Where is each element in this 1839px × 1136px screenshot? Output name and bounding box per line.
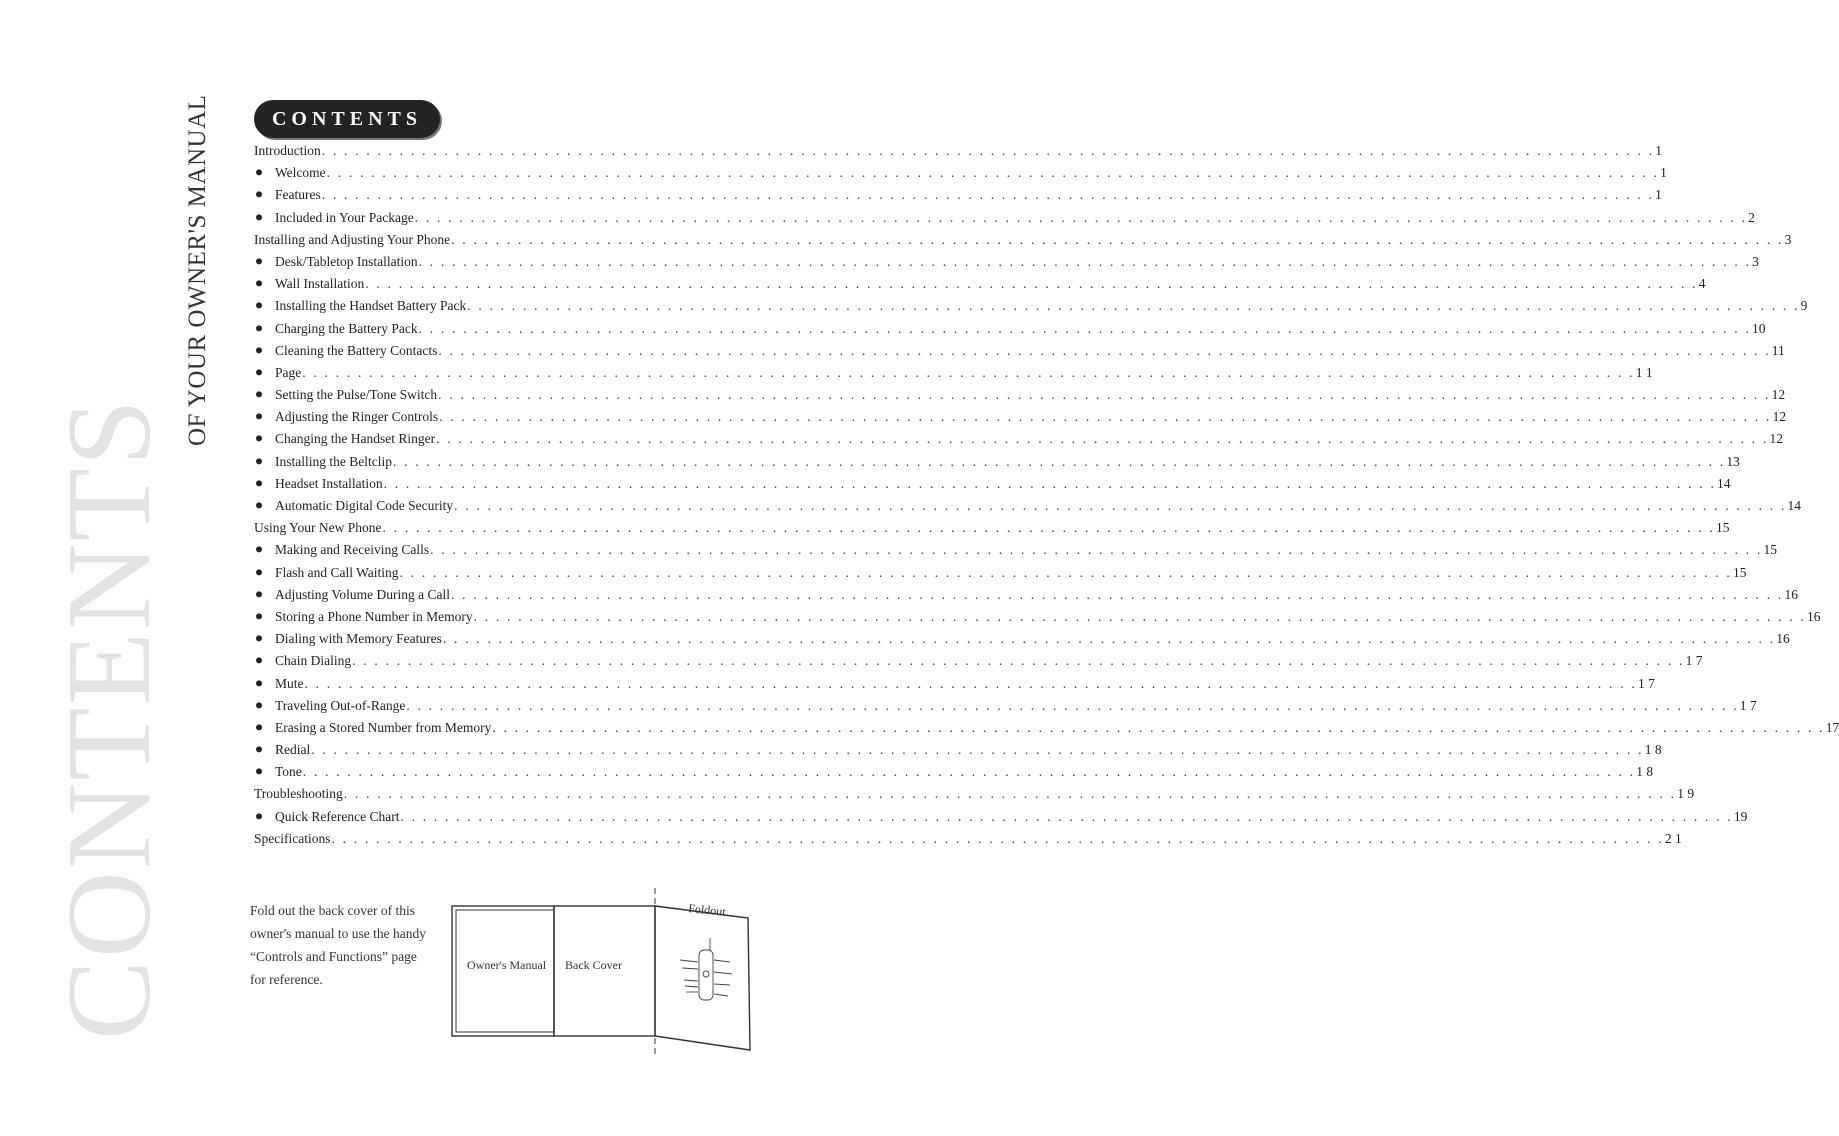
toc-entry-text: Welcome: [275, 165, 326, 181]
toc-entry-page: 12: [1772, 409, 1787, 425]
toc-entry: [254, 742, 1662, 764]
toc-entry-page: 16: [1784, 586, 1798, 602]
bullet-icon: [256, 613, 262, 619]
toc-entry-text: Storing a Phone Number in Memory: [275, 608, 473, 624]
foldout-diagram: [448, 888, 758, 1058]
phone-sketch-icon: [680, 938, 732, 1000]
toc-entry-page: 12: [1769, 431, 1784, 447]
toc-entry-text: Installing the Beltclip: [275, 453, 392, 469]
toc-entry-page: 1 8: [1636, 764, 1654, 780]
toc-entry-text: Quick Reference Chart: [275, 808, 400, 824]
toc-entry: [254, 387, 1786, 409]
toc-entry-text: Changing the Handset Ringer: [275, 431, 436, 447]
toc-entry-page: 19: [1733, 808, 1748, 824]
bullet-icon: [256, 414, 262, 420]
dot-leader: . . . . . . . . . . . . . . . . . . . . . . . . . . . . . . . . . . . . . . . . . . . . . . . . . . . . . . . . . . . . . . . . . . . . . . . . . . . . . . . . . . . . . . . . . . . . . . . . . . . . . . . . . . . . . . . . . . . . . . . .: [467, 298, 1800, 314]
toc-entry-text: Chain Dialing: [275, 653, 352, 669]
dot-leader: . . . . . . . . . . . . . . . . . . . . . . . . . . . . . . . . . . . . . . . . . . . . . . . . . . . . . . . . . . . . . . . . . . . . . . . . . . . . . . . . . . . . . . . . . . . . . . . . . . . . . . . . . . . . . . . . . . . . . . . .: [352, 653, 1685, 669]
bullet-icon: [256, 369, 262, 375]
note-line: for reference.: [250, 972, 323, 987]
toc-entry-page: 4: [1698, 276, 1706, 292]
foldout-note: [250, 899, 450, 991]
note-line: Fold out the back cover of this: [250, 903, 415, 918]
toc-entry-title: [254, 764, 302, 780]
bullet-icon: [256, 192, 262, 198]
toc-entry: [254, 165, 1667, 187]
bullet-icon: [256, 347, 262, 353]
dot-leader: . . . . . . . . . . . . . . . . . . . . . . . . . . . . . . . . . . . . . . . . . . . . . . . . . . . . . . . . . . . . . . . . . . . . . . . . . . . . . . . . . . . . . . . . . . . . . . . . . . . . . . . . . . . . . . . . . . . . . . . .: [399, 564, 1732, 580]
toc-entry-title: [254, 587, 450, 603]
bullet-icon: [256, 813, 262, 819]
toc-entry: [254, 830, 1682, 853]
toc-entry-page: 15: [1763, 542, 1778, 558]
bullet-icon: [256, 547, 262, 553]
toc-entry-page: 3: [1752, 253, 1759, 269]
note-line: owner's manual to use the handy: [250, 926, 427, 941]
toc-entry-text: Wall Installation: [275, 276, 365, 292]
toc-entry-text: Charging the Battery Pack: [275, 320, 418, 336]
toc-entry-title: [254, 476, 383, 492]
toc-entry-title: [254, 609, 473, 625]
toc-entry-title: [254, 343, 437, 359]
toc-entry: [254, 475, 1731, 498]
toc-entry: [254, 187, 1662, 209]
toc-entry: [254, 653, 1703, 675]
toc-entry-text: Specifications: [254, 830, 331, 846]
toc-entry-page: 1 8: [1644, 742, 1662, 758]
dot-leader: . . . . . . . . . . . . . . . . . . . . . . . . . . . . . . . . . . . . . . . . . . . . . . . . . . . . . . . . . . . . . . . . . . . . . . . . . . . . . . . . . . . . . . . . . . . . . . . . . . . . . . . . . . . . . . . . . . . . . . . .: [400, 808, 1733, 824]
bullet-icon: [256, 436, 262, 442]
toc-entry-title: [254, 387, 437, 403]
toc-entry: [254, 764, 1654, 786]
bullet-icon: [256, 702, 262, 708]
toc-entry-text: Making and Receiving Calls: [275, 542, 430, 558]
toc-entry-text: Automatic Digital Code Security: [275, 498, 454, 513]
dot-leader: . . . . . . . . . . . . . . . . . . . . . . . . . . . . . . . . . . . . . . . . . . . . . . . . . . . . . . . . . . . . . . . . . . . . . . . . . . . . . . . . . . . . . . . . . . . . . . . . . . . . . . . . . . . . . . . . . . . . . . . .: [418, 320, 1752, 336]
toc-entry-title: [254, 298, 466, 314]
toc-entry: [254, 631, 1790, 653]
toc-entry-page: 9: [1800, 298, 1808, 314]
toc-entry-page: 15: [1732, 564, 1747, 580]
toc-entry-page: 16: [1776, 631, 1790, 647]
toc-entry-text: Included in Your Package: [275, 209, 414, 225]
toc-entry-title: [254, 143, 321, 159]
dot-leader: . . . . . . . . . . . . . . . . . . . . . . . . . . . . . . . . . . . . . . . . . . . . . . . . . . . . . . . . . . . . . . . . . . . . . . . . . . . . . . . . . . . . . . . . . . . . . . . . . . . . . . . . . . . . . . . . . . . . . . . .: [438, 387, 1771, 403]
bullet-icon: [256, 569, 262, 575]
dot-leader: . . . . . . . . . . . . . . . . . . . . . . . . . . . . . . . . . . . . . . . . . . . . . . . . . . . . . . . . . . . . . . . . . . . . . . . . . . . . . . . . . . . . . . . . . . . . . . . . . . . . . . . . . . . . . . . . . . . . . . . .: [492, 719, 1825, 735]
toc-entry-page: 17: [1825, 719, 1839, 735]
dot-leader: . . . . . . . . . . . . . . . . . . . . . . . . . . . . . . . . . . . . . . . . . . . . . . . . . . . . . . . . . . . . . . . . . . . . . . . . . . . . . . . . . . . . . . . . . . . . . . . . . . . . . . . . . . . . . . . . . . . . . . . .: [451, 231, 1784, 247]
toc-entry-text: Installing and Adjusting Your Phone: [254, 231, 451, 247]
bullet-icon: [256, 480, 262, 486]
bullet-icon: [256, 458, 262, 464]
bullet-icon: [256, 214, 262, 220]
toc-entry-title: [254, 276, 364, 292]
toc-entry-title: [254, 520, 382, 536]
toc-entry-text: Adjusting Volume During a Call: [275, 586, 450, 602]
toc-entry: [254, 253, 1759, 276]
toc-entry: [254, 320, 1766, 343]
toc-entry: [254, 542, 1778, 564]
toc-entry-text: Dialing with Memory Features: [275, 631, 442, 647]
toc-entry-text: Setting the Pulse/Tone Switch: [275, 387, 438, 403]
toc-entry-title: [254, 698, 405, 714]
toc-entry-page: 2: [1748, 209, 1755, 225]
toc-entry: [254, 719, 1839, 742]
toc-entry-page: 1 7: [1637, 675, 1655, 691]
toc-entry-page: 15: [1715, 520, 1730, 536]
toc-entry-title: [254, 409, 438, 425]
dot-leader: . . . . . . . . . . . . . . . . . . . . . . . . . . . . . . . . . . . . . . . . . . . . . . . . . . . . . . . . . . . . . . . . . . . . . . . . . . . . . . . . . . . . . . . . . . . . . . . . . . . . . . . . . . . . . . . . . . . . . . . .: [383, 475, 1717, 491]
contents-heading: CONTENTS: [254, 100, 440, 138]
toc-entry-text: Installing the Handset Battery Pack: [275, 298, 467, 314]
dot-leader: . . . . . . . . . . . . . . . . . . . . . . . . . . . . . . . . . . . . . . . . . . . . . . . . . . . . . . . . . . . . . . . . . . . . . . . . . . . . . . . . . . . . . . . . . . . . . . . . . . . . . . . . . . . . . . . . . . . . . . . .: [382, 520, 1715, 536]
toc-entry: [254, 608, 1821, 631]
toc-entry-text: Mute: [275, 675, 304, 691]
toc-entry-title: [254, 831, 330, 847]
toc-entry-page: 16: [1807, 608, 1821, 624]
toc-entry-title: [254, 165, 326, 181]
toc-entry-page: 14: [1787, 498, 1802, 513]
toc-entry-page: 14: [1717, 475, 1731, 491]
toc-entry: [254, 409, 1787, 431]
dot-leader: . . . . . . . . . . . . . . . . . . . . . . . . . . . . . . . . . . . . . . . . . . . . . . . . . . . . . . . . . . . . . . . . . . . . . . . . . . . . . . . . . . . . . . . . . . . . . . . . . . . . . . . . . . . . . . . . . . . . . . . .: [302, 764, 1636, 780]
dot-leader: . . . . . . . . . . . . . . . . . . . . . . . . . . . . . . . . . . . . . . . . . . . . . . . . . . . . . . . . . . . . . . . . . . . . . . . . . . . . . . . . . . . . . . . . . . . . . . . . . . . . . . . . . . . . . . . . . . . . . . . .: [311, 742, 1644, 758]
toc-entry-page: 2 1: [1664, 830, 1682, 846]
toc-entry-title: [254, 631, 442, 647]
bullet-icon: [256, 658, 262, 664]
dot-leader: . . . . . . . . . . . . . . . . . . . . . . . . . . . . . . . . . . . . . . . . . . . . . . . . . . . . . . . . . . . . . . . . . . . . . . . . . . . . . . . . . . . . . . . . . . . . . . . . . . . . . . . . . . . . . . . . . . . . . . . .: [473, 608, 1807, 624]
toc-entry-title: [254, 187, 321, 203]
dot-leader: . . . . . . . . . . . . . . . . . . . . . . . . . . . . . . . . . . . . . . . . . . . . . . . . . . . . . . . . . . . . . . . . . . . . . . . . . . . . . . . . . . . . . . . . . . . . . . . . . . . . . . . . . . . . . . . . . . . . . . . .: [414, 209, 1748, 225]
toc-entry-text: Using Your New Phone: [254, 520, 382, 536]
panel-label-back-cover: Back Cover: [565, 958, 622, 972]
toc-entry: [254, 342, 1785, 365]
table-of-contents: [254, 143, 1839, 853]
toc-entry-title: [254, 786, 343, 802]
toc-entry: [254, 143, 1662, 165]
dot-leader: . . . . . . . . . . . . . . . . . . . . . . . . . . . . . . . . . . . . . . . . . . . . . . . . . . . . . . . . . . . . . . . . . . . . . . . . . . . . . . . . . . . . . . . . . . . . . . . . . . . . . . . . . . . . . . . . . . . . . . . .: [302, 364, 1635, 380]
toc-entry-title: [254, 232, 450, 248]
toc-entry: [254, 453, 1740, 476]
bullet-icon: [256, 281, 262, 287]
toc-entry-title: [254, 676, 304, 692]
toc-entry-page: 1 1: [1635, 364, 1653, 380]
toc-entry: [254, 231, 1792, 254]
toc-entry: [254, 498, 1802, 520]
dot-leader: . . . . . . . . . . . . . . . . . . . . . . . . . . . . . . . . . . . . . . . . . . . . . . . . . . . . . . . . . . . . . . . . . . . . . . . . . . . . . . . . . . . . . . . . . . . . . . . . . . . . . . . . . . . . . . . . . . . . . . . .: [326, 165, 1660, 181]
toc-entry-title: [254, 498, 453, 514]
toc-entry: [254, 586, 1798, 609]
toc-entry-title: [254, 254, 418, 270]
dot-leader: . . . . . . . . . . . . . . . . . . . . . . . . . . . . . . . . . . . . . . . . . . . . . . . . . . . . . . . . . . . . . . . . . . . . . . . . . . . . . . . . . . . . . . . . . . . . . . . . . . . . . . . . . . . . . . . . . . . . . . . .: [321, 143, 1655, 158]
dot-leader: . . . . . . . . . . . . . . . . . . . . . . . . . . . . . . . . . . . . . . . . . . . . . . . . . . . . . . . . . . . . . . . . . . . . . . . . . . . . . . . . . . . . . . . . . . . . . . . . . . . . . . . . . . . . . . . . . . . . . . . .: [442, 631, 1776, 647]
bullet-icon: [256, 170, 262, 176]
toc-entry-page: 1 7: [1739, 697, 1757, 713]
toc-entry-title: [254, 809, 399, 825]
side-title: OF YOUR OWNER'S MANUAL: [184, 94, 211, 446]
dot-leader: . . . . . . . . . . . . . . . . . . . . . . . . . . . . . . . . . . . . . . . . . . . . . . . . . . . . . . . . . . . . . . . . . . . . . . . . . . . . . . . . . . . . . . . . . . . . . . . . . . . . . . . . . . . . . . . . . . . . . . . .: [392, 453, 1726, 469]
bullet-icon: [256, 258, 262, 264]
bullet-icon: [256, 746, 262, 752]
dot-leader: . . . . . . . . . . . . . . . . . . . . . . . . . . . . . . . . . . . . . . . . . . . . . . . . . . . . . . . . . . . . . . . . . . . . . . . . . . . . . . . . . . . . . . . . . . . . . . . . . . . . . . . . . . . . . . . . . . . . . . . .: [430, 542, 1763, 558]
toc-entry: [254, 564, 1747, 587]
toc-entry-page: 1: [1655, 143, 1662, 158]
toc-entry-text: Desk/Tabletop Installation: [275, 253, 418, 269]
note-line: “Controls and Functions” page: [250, 949, 417, 964]
toc-entry: [254, 276, 1706, 298]
toc-entry-text: Page: [275, 364, 302, 380]
toc-entry-page: 13: [1726, 453, 1740, 469]
bullet-icon: [256, 769, 262, 775]
toc-entry-title: [254, 653, 351, 669]
dot-leader: . . . . . . . . . . . . . . . . . . . . . . . . . . . . . . . . . . . . . . . . . . . . . . . . . . . . . . . . . . . . . . . . . . . . . . . . . . . . . . . . . . . . . . . . . . . . . . . . . . . . . . . . . . . . . . . . . . . . . . . .: [304, 675, 1637, 691]
toc-entry-title: [254, 210, 414, 226]
toc-entry-text: Features: [275, 187, 321, 203]
toc-entry-text: Adjusting the Ringer Controls: [275, 409, 439, 425]
bullet-icon: [256, 680, 262, 686]
bullet-icon: [256, 303, 262, 309]
toc-entry-title: [254, 542, 429, 558]
dot-leader: . . . . . . . . . . . . . . . . . . . . . . . . . . . . . . . . . . . . . . . . . . . . . . . . . . . . . . . . . . . . . . . . . . . . . . . . . . . . . . . . . . . . . . . . . . . . . . . . . . . . . . . . . . . . . . . . . . . . . . . .: [436, 431, 1769, 447]
dot-leader: . . . . . . . . . . . . . . . . . . . . . . . . . . . . . . . . . . . . . . . . . . . . . . . . . . . . . . . . . . . . . . . . . . . . . . . . . . . . . . . . . . . . . . . . . . . . . . . . . . . . . . . . . . . . . . . . . . . . . . . .: [365, 276, 1698, 292]
dot-leader: . . . . . . . . . . . . . . . . . . . . . . . . . . . . . . . . . . . . . . . . . . . . . . . . . . . . . . . . . . . . . . . . . . . . . . . . . . . . . . . . . . . . . . . . . . . . . . . . . . . . . . . . . . . . . . . . . . . . . . . .: [451, 586, 1784, 602]
toc-entry-page: 1: [1655, 187, 1662, 203]
foldout-panel: [655, 906, 750, 1050]
bullet-icon: [256, 591, 262, 597]
toc-entry-title: [254, 365, 301, 381]
dot-leader: . . . . . . . . . . . . . . . . . . . . . . . . . . . . . . . . . . . . . . . . . . . . . . . . . . . . . . . . . . . . . . . . . . . . . . . . . . . . . . . . . . . . . . . . . . . . . . . . . . . . . . . . . . . . . . . . . . . . . . . .: [321, 187, 1655, 203]
toc-entry-page: 12: [1771, 387, 1786, 403]
toc-entry: [254, 520, 1730, 542]
toc-entry-text: Flash and Call Waiting: [275, 564, 399, 580]
toc-entry-title: [254, 742, 310, 758]
toc-entry-text: Tone: [275, 764, 302, 780]
toc-entry-text: Headset Installation: [275, 475, 383, 491]
toc-entry: [254, 431, 1784, 453]
bullet-icon: [256, 636, 262, 642]
toc-entry-page: 1: [1660, 165, 1667, 181]
watermark-contents: CONTENTS: [42, 397, 175, 1040]
dot-leader: . . . . . . . . . . . . . . . . . . . . . . . . . . . . . . . . . . . . . . . . . . . . . . . . . . . . . . . . . . . . . . . . . . . . . . . . . . . . . . . . . . . . . . . . . . . . . . . . . . . . . . . . . . . . . . . . . . . . . . . .: [406, 697, 1739, 713]
toc-entry: [254, 808, 1748, 831]
toc-entry-title: [254, 321, 418, 337]
toc-entry-title: [254, 431, 435, 447]
panel-label-foldout: Foldout: [687, 901, 727, 919]
toc-entry-page: 11: [1771, 342, 1785, 358]
toc-entry-page: 1 7: [1685, 653, 1703, 669]
toc-entry-text: Traveling Out-of-Range: [275, 697, 406, 713]
dot-leader: . . . . . . . . . . . . . . . . . . . . . . . . . . . . . . . . . . . . . . . . . . . . . . . . . . . . . . . . . . . . . . . . . . . . . . . . . . . . . . . . . . . . . . . . . . . . . . . . . . . . . . . . . . . . . . . . . . . . . . . .: [331, 830, 1664, 846]
toc-entry: [254, 675, 1655, 698]
dot-leader: . . . . . . . . . . . . . . . . . . . . . . . . . . . . . . . . . . . . . . . . . . . . . . . . . . . . . . . . . . . . . . . . . . . . . . . . . . . . . . . . . . . . . . . . . . . . . . . . . . . . . . . . . . . . . . . . . . . . . . . .: [454, 498, 1787, 513]
toc-entry: [254, 786, 1695, 808]
dot-leader: . . . . . . . . . . . . . . . . . . . . . . . . . . . . . . . . . . . . . . . . . . . . . . . . . . . . . . . . . . . . . . . . . . . . . . . . . . . . . . . . . . . . . . . . . . . . . . . . . . . . . . . . . . . . . . . . . . . . . . . .: [439, 409, 1772, 425]
toc-entry: [254, 697, 1757, 720]
bullet-icon: [256, 502, 262, 508]
dot-leader: . . . . . . . . . . . . . . . . . . . . . . . . . . . . . . . . . . . . . . . . . . . . . . . . . . . . . . . . . . . . . . . . . . . . . . . . . . . . . . . . . . . . . . . . . . . . . . . . . . . . . . . . . . . . . . . . . . . . . . . .: [418, 253, 1752, 269]
toc-entry: [254, 298, 1808, 320]
toc-entry-text: Introduction: [254, 143, 321, 158]
toc-entry-page: 3: [1784, 231, 1792, 247]
bullet-icon: [256, 325, 262, 331]
toc-entry-text: Redial: [275, 742, 311, 758]
toc-entry-text: Cleaning the Battery Contacts: [275, 342, 438, 358]
toc-entry: [254, 209, 1755, 232]
toc-entry-text: Erasing a Stored Number from Memory: [275, 719, 492, 735]
bullet-icon: [256, 724, 262, 730]
bullet-icon: [256, 391, 262, 397]
toc-entry-title: [254, 720, 491, 736]
toc-entry: [254, 364, 1653, 387]
dot-leader: . . . . . . . . . . . . . . . . . . . . . . . . . . . . . . . . . . . . . . . . . . . . . . . . . . . . . . . . . . . . . . . . . . . . . . . . . . . . . . . . . . . . . . . . . . . . . . . . . . . . . . . . . . . . . . . . . . . . . . . .: [438, 342, 1771, 358]
dot-leader: . . . . . . . . . . . . . . . . . . . . . . . . . . . . . . . . . . . . . . . . . . . . . . . . . . . . . . . . . . . . . . . . . . . . . . . . . . . . . . . . . . . . . . . . . . . . . . . . . . . . . . . . . . . . . . . . . . . . . . . .: [343, 786, 1677, 802]
toc-entry-title: [254, 454, 392, 470]
panel-label-owners-manual: Owner's Manual: [467, 958, 547, 972]
toc-entry-text: Troubleshooting: [254, 786, 343, 802]
toc-entry-title: [254, 565, 399, 581]
toc-entry-page: 1 9: [1677, 786, 1695, 802]
toc-entry-page: 10: [1752, 320, 1766, 336]
